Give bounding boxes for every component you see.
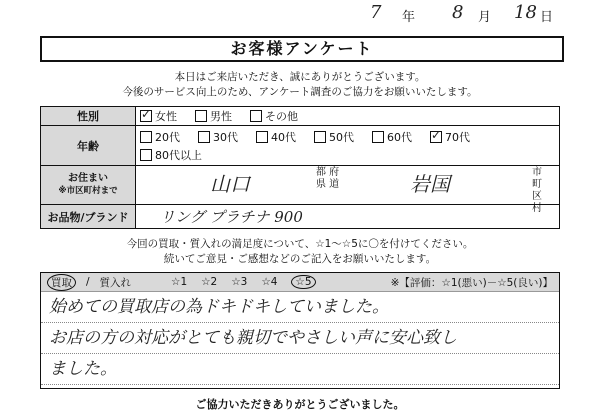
product-label: お品物/ブランド — [41, 205, 136, 229]
comment-line: ました。 — [41, 354, 559, 385]
thanks-text: ご協力いただきありがとうございました。 — [195, 398, 405, 411]
gender-options — [140, 107, 555, 125]
star-3[interactable]: ☆3 — [231, 276, 248, 288]
gender-option-other[interactable]: その他 — [250, 107, 298, 125]
address-prefecture: 山口 — [210, 172, 250, 196]
date-year: 7 — [370, 2, 382, 23]
star-4[interactable]: ☆4 — [261, 276, 278, 288]
intro-text — [0, 70, 600, 100]
type-buyback-selected[interactable]: 買取 — [47, 274, 76, 291]
age-option-60s[interactable]: 60代 — [372, 128, 412, 146]
star-5-selected[interactable]: ☆5 — [291, 275, 315, 289]
checkbox-checked[interactable] — [430, 131, 442, 143]
age-option-50s[interactable]: 50代 — [314, 128, 354, 146]
gender-option-female[interactable]: ✓ 女性 — [140, 107, 177, 125]
age-option-30s[interactable]: 30代 — [198, 128, 238, 146]
date-day: 18 — [514, 2, 537, 23]
comment-header: 買取 / 質入れ ☆1 ☆2 ☆3 ☆4 ☆5 ※【評価：☆1(悪い)－☆5(良い)】 — [41, 273, 559, 292]
age-option-40s[interactable]: 40代 — [256, 128, 296, 146]
gender-option-male[interactable]: 男性 — [195, 107, 232, 125]
intro-line: 本日はご来店いただき、誠にありがとうございます。 — [174, 71, 426, 83]
survey-table — [40, 106, 560, 229]
age-option-20s[interactable]: 20代 — [140, 128, 180, 146]
checkbox[interactable] — [250, 110, 262, 122]
address-note: ※市区町村まで — [58, 186, 118, 196]
prefecture-suffix: 都 府 県 道 — [316, 167, 340, 190]
checkbox[interactable] — [372, 131, 384, 143]
checkbox[interactable] — [314, 131, 326, 143]
gender-label: 性別 — [41, 107, 136, 126]
age-label: 年齢 — [41, 126, 136, 166]
intro-line: 今後のサービス向上のため、アンケート調査のご協力をお願いいたします。 — [122, 86, 478, 98]
checkbox[interactable] — [256, 131, 268, 143]
comment-line: 始めての買取店の為ドキドキしていました。 — [41, 292, 559, 323]
satisfaction-intro: 今回の買取・質入れの満足度について、☆1～☆5に〇を付けてください。 続いてご意見・ご感想などのご記入をお願いいたします。 — [126, 238, 474, 265]
star-1[interactable]: ☆1 — [171, 276, 188, 288]
age-option-70s[interactable]: ✓ 70代 — [430, 128, 470, 146]
comment-box — [40, 272, 560, 389]
address-city: 岩国 — [410, 172, 450, 196]
checkbox[interactable] — [195, 110, 207, 122]
product-value[interactable]: リング プラチナ 900 — [160, 208, 303, 226]
date-month: 8 — [452, 2, 464, 23]
star-2[interactable]: ☆2 — [201, 276, 218, 288]
age-option-80s-plus[interactable]: 80代以上 — [140, 146, 202, 164]
comment-line: お店の方の対応がとても親切でやさしい声に安心致し — [41, 323, 559, 354]
checkbox[interactable] — [198, 131, 210, 143]
checkbox[interactable] — [140, 149, 152, 161]
rating-scale: ※【評価：☆1(悪い)－☆5(良い)】 — [390, 276, 553, 289]
checkbox-checked[interactable] — [140, 110, 152, 122]
page-title: お客様アンケート — [40, 36, 564, 62]
date-day-label: 日 — [540, 10, 554, 25]
age-options — [140, 128, 555, 164]
checkbox[interactable] — [140, 131, 152, 143]
address-label: お住まい ※市区町村まで — [41, 166, 136, 205]
type-pawn[interactable]: 質入れ — [99, 276, 132, 289]
address-field[interactable] — [140, 166, 555, 214]
city-suffix: 市 町 区 村 — [532, 167, 542, 214]
date-month-label: 月 — [478, 10, 492, 25]
date-year-label: 年 — [402, 10, 416, 25]
